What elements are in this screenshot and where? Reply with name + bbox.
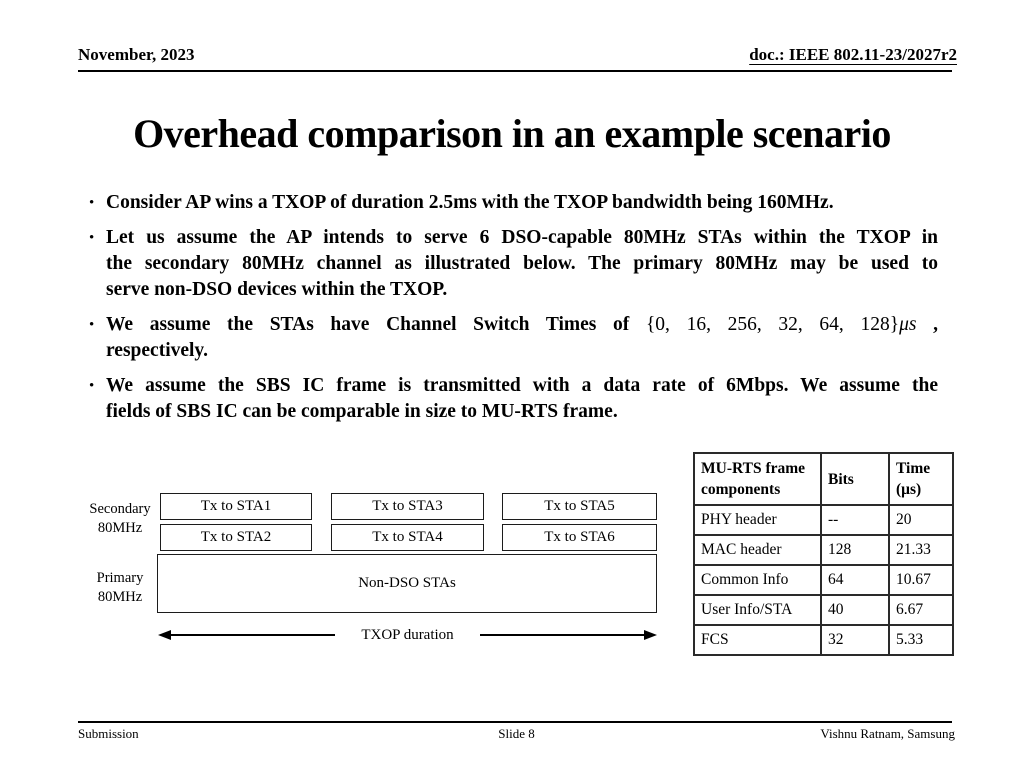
bullet-text-1 <box>106 190 938 216</box>
bullet-marker: • <box>89 230 95 246</box>
arrow-line-right <box>480 634 644 636</box>
bullet-line <box>106 399 938 425</box>
text-segment: Consider AP wins a TXOP of duration 2.5ms with the TXOP bandwidth being 160MHz. <box>106 192 834 213</box>
bullet-line <box>106 373 938 399</box>
mu-rts-overhead-table <box>693 452 954 656</box>
text-segment: respectively. <box>106 340 208 361</box>
footer-slide-number: Slide 8 <box>498 726 535 741</box>
table-row <box>694 595 953 625</box>
bullet-marker: • <box>89 378 95 394</box>
tx-box-sta5: Tx to STA5 <box>502 493 657 520</box>
math-unit-segment: μs <box>899 314 917 335</box>
tx-box-sta3: Tx to STA3 <box>331 493 484 520</box>
table-row <box>694 505 953 535</box>
text-segment: , <box>916 314 938 335</box>
table-row <box>694 535 953 565</box>
tx-box-sta2: Tx to STA2 <box>160 524 312 551</box>
cell-bits: 64 <box>821 565 889 595</box>
bullet-line <box>106 225 938 251</box>
bullet-list <box>82 190 938 434</box>
primary-80mhz-label <box>78 569 162 607</box>
text-segment: We assume the SBS IC frame is transmitted with a data rate of 6Mbps. We assume the <box>106 375 938 396</box>
bullet-item-3 <box>82 312 938 364</box>
primary-label-line2: 80MHz <box>97 589 143 605</box>
tx-box-sta6: Tx to STA6 <box>502 524 657 551</box>
table-row <box>694 565 953 595</box>
cell-component: User Info/STA <box>694 595 821 625</box>
tx-box-sta1: Tx to STA1 <box>160 493 312 520</box>
cell-time: 21.33 <box>889 535 953 565</box>
cell-bits: -- <box>821 505 889 535</box>
bullet-text-2 <box>106 225 938 303</box>
header-date: November, 2023 <box>78 45 195 64</box>
table-header-row <box>694 453 953 505</box>
cell-component: MAC header <box>694 535 821 565</box>
page-title: Overhead comparison in an example scenario <box>133 111 891 156</box>
footer-author: Vishnu Ratnam, Samsung <box>820 726 955 741</box>
bullet-text-3 <box>106 312 938 364</box>
col-header-bits: Bits <box>821 453 889 505</box>
cell-component: PHY header <box>694 505 821 535</box>
arrowhead-right-icon <box>644 630 657 640</box>
cell-time: 10.67 <box>889 565 953 595</box>
header-doc-number: doc.: IEEE 802.11-23/2027r2 <box>749 45 957 64</box>
bullet-line <box>106 338 938 364</box>
cell-bits: 128 <box>821 535 889 565</box>
col-header-time: Time (μs) <box>889 453 953 505</box>
text-segment: We assume the STAs have Channel Switch Times of <box>106 314 646 335</box>
non-dso-stas-box: Non-DSO STAs <box>157 554 657 613</box>
footer-rule <box>78 721 952 723</box>
bullet-item-4 <box>82 373 938 425</box>
tx-box-sta4: Tx to STA4 <box>331 524 484 551</box>
cell-bits: 40 <box>821 595 889 625</box>
bullet-marker: • <box>89 317 95 333</box>
txop-duration-arrow <box>158 628 657 642</box>
secondary-label-line1: Secondary <box>89 501 151 517</box>
txop-duration-label: TXOP duration <box>361 627 454 643</box>
bullet-line <box>106 251 938 277</box>
bullet-line <box>106 277 938 303</box>
text-segment: Let us assume the AP intends to serve 6 DSO-capable 80MHz STAs within the TXOP in <box>106 227 938 248</box>
cell-bits: 32 <box>821 625 889 655</box>
secondary-80mhz-label <box>78 500 162 538</box>
secondary-label-line2: 80MHz <box>97 520 143 536</box>
footer-submission: Submission <box>78 726 139 741</box>
math-set-segment: {0, 16, 256, 32, 64, 128} <box>645 314 900 335</box>
bullet-item-1 <box>82 190 938 216</box>
bullet-item-2 <box>82 225 938 303</box>
header-rule <box>78 70 952 72</box>
cell-component: FCS <box>694 625 821 655</box>
text-segment: the secondary 80MHz channel as illustrated below. The primary 80MHz may be used to <box>106 253 938 274</box>
cell-time: 20 <box>889 505 953 535</box>
text-segment: fields of SBS IC can be comparable in size to MU-RTS frame. <box>106 401 618 422</box>
table-row <box>694 625 953 655</box>
col-header-components: MU-RTS frame components <box>694 453 821 505</box>
cell-time: 6.67 <box>889 595 953 625</box>
arrowhead-left-icon <box>158 630 171 640</box>
arrow-line-left <box>171 634 335 636</box>
footer <box>78 726 955 742</box>
primary-label-line1: Primary <box>96 570 144 586</box>
bullet-line <box>106 312 938 338</box>
bullet-line <box>106 190 938 216</box>
bullet-text-4 <box>106 373 938 425</box>
text-segment: serve non-DSO devices within the TXOP. <box>106 279 448 300</box>
cell-time: 5.33 <box>889 625 953 655</box>
bullet-marker: • <box>89 195 95 211</box>
cell-component: Common Info <box>694 565 821 595</box>
